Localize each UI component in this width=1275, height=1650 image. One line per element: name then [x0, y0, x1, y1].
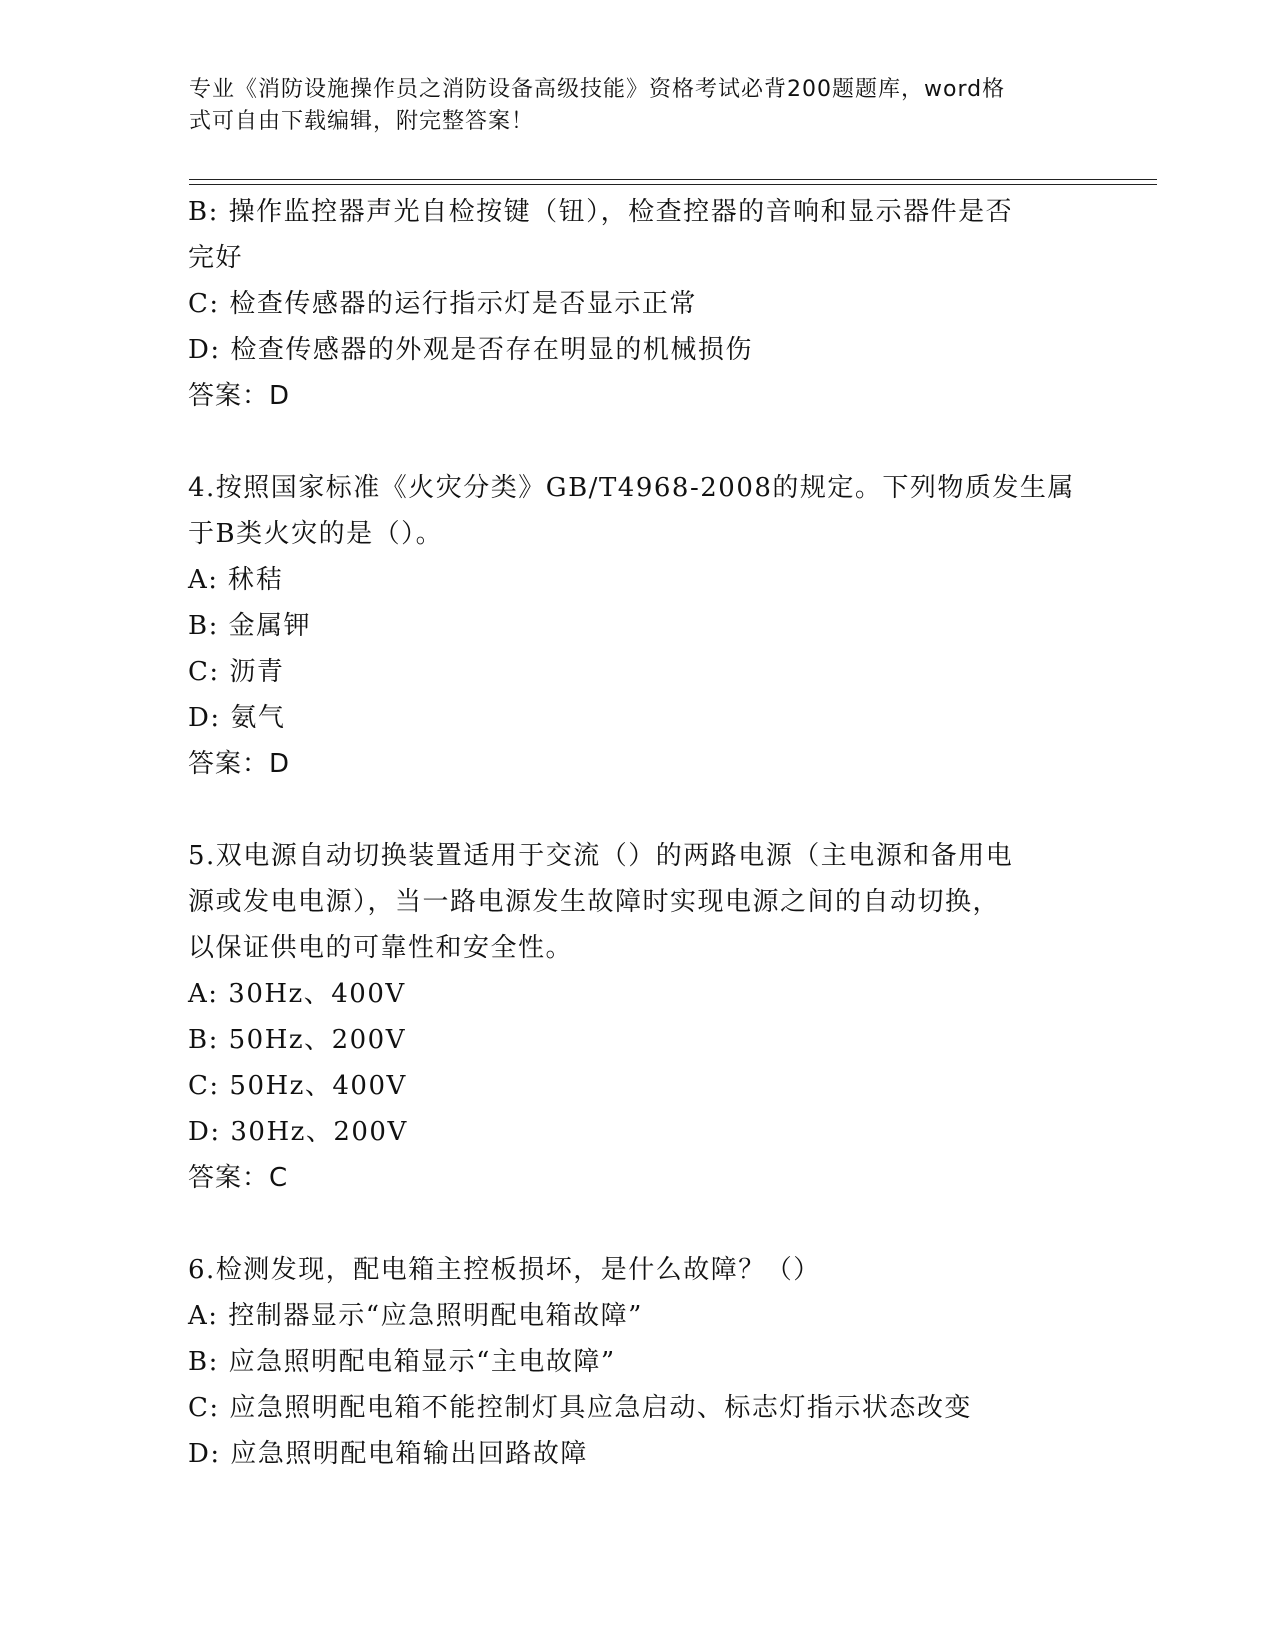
q4-answer: 答案：D — [188, 749, 291, 779]
header-line-1: 专业《消防设施操作员之消防设备高级技能》资格考试必背200题题库，word格 — [189, 77, 1006, 102]
q6-option-b: B: 应急照明配电箱显示“主电故障” — [188, 1347, 616, 1377]
q5-option-d: D: 30Hz、200V — [188, 1117, 408, 1147]
question-5 — [188, 833, 1178, 1201]
q4-option-b: B: 金属钾 — [188, 611, 312, 641]
q4-option-d: D: 氨气 — [188, 703, 286, 733]
q5-stem-line-3: 以保证供电的可靠性和安全性。 — [188, 933, 574, 963]
q5-stem-line-2: 源或发电电源），当一路电源发生故障时实现电源之间的自动切换， — [188, 887, 1001, 917]
q6-stem-line-1: 6.检测发现，配电箱主控板损坏，是什么故障？（） — [188, 1255, 821, 1285]
q4-option-c: C: 沥青 — [188, 657, 285, 687]
q5-stem-line-1: 5.双电源自动切换装置适用于交流（）的两路电源（主电源和备用电 — [188, 841, 1014, 871]
header-divider-bottom — [189, 184, 1157, 185]
q4-option-a: A: 秫秸 — [188, 565, 284, 595]
q3-option-b-line-1: B: 操作监控器声光自检按键（钮），检查控器的音响和显示器件是否 — [188, 197, 1014, 227]
spacer — [188, 787, 1178, 833]
q5-option-a: A: 30Hz、400V — [188, 979, 406, 1009]
question-6 — [188, 1247, 1178, 1477]
question-4 — [188, 465, 1178, 787]
q3-option-b-line-2: 完好 — [188, 243, 244, 273]
q5-option-b: B: 50Hz、200V — [188, 1025, 406, 1055]
q6-option-a: A: 控制器显示“应急照明配电箱故障” — [188, 1301, 643, 1331]
spacer — [188, 419, 1178, 465]
q5-option-c: C: 50Hz、400V — [188, 1071, 407, 1101]
question-3 — [188, 189, 1178, 419]
q3-option-c: C: 检查传感器的运行指示灯是否显示正常 — [188, 289, 697, 319]
q5-answer: 答案：C — [188, 1163, 289, 1193]
q4-stem-line-1: 4.按照国家标准《火灾分类》GB/T4968-2008的规定。下列物质发生属 — [188, 473, 1075, 503]
q3-option-d: D: 检查传感器的外观是否存在明显的机械损伤 — [188, 335, 753, 365]
spacer — [188, 1201, 1178, 1247]
q3-answer: 答案：D — [188, 381, 291, 411]
q4-stem-line-2: 于B类火灾的是（）。 — [188, 519, 444, 549]
q6-option-d: D: 应急照明配电箱输出回路故障 — [188, 1439, 588, 1469]
q6-option-c: C: 应急照明配电箱不能控制灯具应急启动、标志灯指示状态改变 — [188, 1393, 972, 1423]
document-header — [189, 74, 1089, 138]
question-list — [188, 189, 1178, 1477]
header-divider-top — [189, 179, 1157, 180]
header-line-2: 式可自由下载编辑，附完整答案！ — [189, 109, 535, 134]
